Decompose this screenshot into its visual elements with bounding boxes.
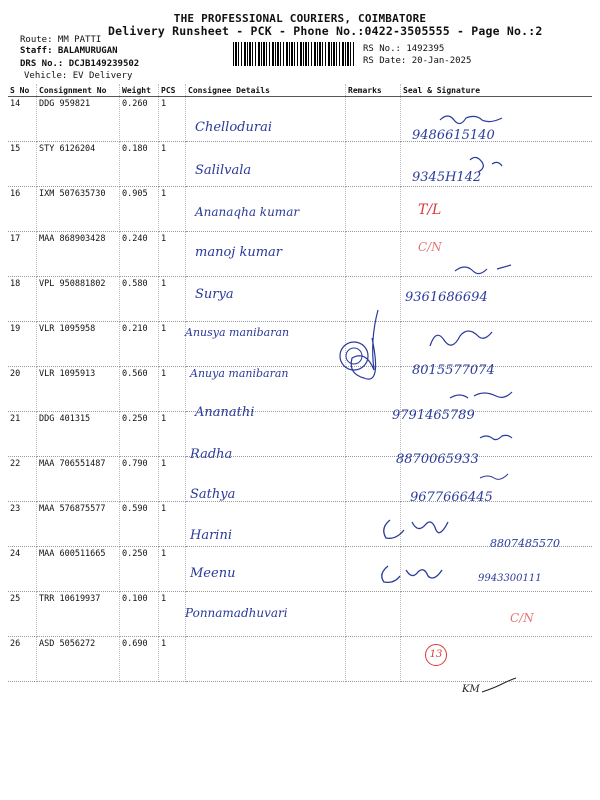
col-signature: Seal & Signature (401, 84, 593, 97)
row-sno: 26 (8, 637, 37, 682)
row-sno: 17 (8, 232, 37, 277)
signature-phone: 9361686694 (405, 290, 488, 305)
row-consignment: MAA 600511665 (37, 547, 120, 592)
row-weight: 0.690 (120, 637, 159, 682)
row-pcs: 1 (159, 547, 186, 592)
route-label: Route: MM PATTI (20, 35, 102, 45)
col-weight: Weight (120, 84, 159, 97)
row-consignment: TRR 10619937 (37, 592, 120, 637)
rs-date: RS Date: 20-Jan-2025 (363, 56, 472, 66)
handwritten-consignee: Surya (195, 287, 234, 302)
row-consignment: MAA 868903428 (37, 232, 120, 277)
handwritten-consignee: manoj kumar (195, 245, 282, 260)
row-weight: 0.590 (120, 502, 159, 547)
col-remarks: Remarks (346, 84, 401, 97)
signature-phone: 8807485570 (490, 537, 560, 550)
handwritten-consignee: Sathya (190, 487, 236, 502)
row-weight: 0.560 (120, 367, 159, 412)
row-pcs: 1 (159, 277, 186, 322)
col-pcs: PCS (159, 84, 186, 97)
staff-label: Staff: BALAMURUGAN (20, 46, 118, 56)
handwritten-consignee: Ananathi (195, 405, 255, 420)
signature-phone: 9345H142 (412, 170, 482, 185)
handwritten-consignee: Meenu (190, 566, 236, 581)
row-pcs: 1 (159, 502, 186, 547)
handwritten-consignee: Anuya manibaran (190, 367, 289, 380)
row-sno: 20 (8, 367, 37, 412)
row-weight: 0.180 (120, 142, 159, 187)
signature-phone: 9677666445 (410, 490, 493, 505)
col-consignee: Consignee Details (186, 84, 346, 97)
row-sno: 15 (8, 142, 37, 187)
handwritten-consignee: Radha (190, 447, 233, 462)
vehicle-label: Vehicle: EV Delivery (24, 71, 133, 81)
row-pcs: 1 (159, 187, 186, 232)
handwritten-consignee: Chellodurai (195, 120, 272, 135)
row-sno: 16 (8, 187, 37, 232)
row-sno: 22 (8, 457, 37, 502)
circled-page-count: 13 (425, 644, 447, 666)
row-sno: 19 (8, 322, 37, 367)
row-pcs: 1 (159, 142, 186, 187)
row-weight: 0.580 (120, 277, 159, 322)
initials: KM (462, 684, 480, 695)
row-consignment: DDG 959821 (37, 97, 120, 142)
remark-tl: T/L (418, 202, 442, 218)
row-consignment: ASD 5056272 (37, 637, 120, 682)
drs-label: DRS No.: DCJB149239502 (20, 59, 140, 69)
row-consignment: IXM 507635730 (37, 187, 120, 232)
row-pcs: 1 (159, 232, 186, 277)
row-remarks-cell (346, 637, 401, 682)
table-header-row (8, 84, 592, 97)
signature-phone: 8870065933 (396, 452, 479, 467)
row-weight: 0.905 (120, 187, 159, 232)
signature-scribbles (330, 108, 590, 628)
row-sno: 18 (8, 277, 37, 322)
barcode (233, 42, 355, 66)
row-weight: 0.210 (120, 322, 159, 367)
col-sno: S No (8, 84, 37, 97)
handwritten-consignee: Harini (190, 528, 232, 543)
row-consignment: DDG 401315 (37, 412, 120, 457)
row-pcs: 1 (159, 457, 186, 502)
row-pcs: 1 (159, 322, 186, 367)
row-sno: 14 (8, 97, 37, 142)
row-consignment: MAA 576875577 (37, 502, 120, 547)
row-consignee-cell (186, 637, 346, 682)
row-pcs: 1 (159, 367, 186, 412)
remark-cn: C/N (510, 611, 534, 625)
row-consignment: VLR 1095913 (37, 367, 120, 412)
row-weight: 0.240 (120, 232, 159, 277)
col-consignment: Consignment No (37, 84, 120, 97)
row-pcs: 1 (159, 97, 186, 142)
row-weight: 0.790 (120, 457, 159, 502)
row-sno: 23 (8, 502, 37, 547)
row-sno: 25 (8, 592, 37, 637)
row-weight: 0.250 (120, 412, 159, 457)
handwritten-consignee: Salilvala (195, 163, 252, 178)
rs-number: RS No.: 1492395 (363, 44, 445, 54)
row-pcs: 1 (159, 412, 186, 457)
row-pcs: 1 (159, 592, 186, 637)
initials-stroke (480, 676, 520, 696)
row-consignment: STY 6126204 (37, 142, 120, 187)
signature-phone: 9943300111 (478, 573, 542, 584)
row-pcs: 1 (159, 637, 186, 682)
row-consignment: VPL 950881802 (37, 277, 120, 322)
signature-phone: 9791465789 (392, 408, 475, 423)
handwritten-consignee: Anusya manibaran (185, 326, 290, 339)
row-consignment: MAA 706551487 (37, 457, 120, 502)
row-weight: 0.250 (120, 547, 159, 592)
row-sno: 21 (8, 412, 37, 457)
row-weight: 0.260 (120, 97, 159, 142)
row-sno: 24 (8, 547, 37, 592)
signature-phone: 8015577074 (412, 363, 495, 378)
row-consignment: VLR 1095958 (37, 322, 120, 367)
handwritten-consignee: Ananaqha kumar (195, 205, 300, 219)
handwritten-consignee: Ponnamadhuvari (185, 606, 288, 620)
row-weight: 0.100 (120, 592, 159, 637)
company-title: THE PROFESSIONAL COURIERS, COIMBATORE (173, 12, 427, 25)
remark-cn: C/N (418, 240, 442, 254)
runsheet-subtitle: Delivery Runsheet - PCK - Phone No.:0422-3505555 - Page No.:2 (108, 24, 543, 38)
signature-phone: 9486615140 (412, 128, 495, 143)
table-row (8, 637, 592, 682)
